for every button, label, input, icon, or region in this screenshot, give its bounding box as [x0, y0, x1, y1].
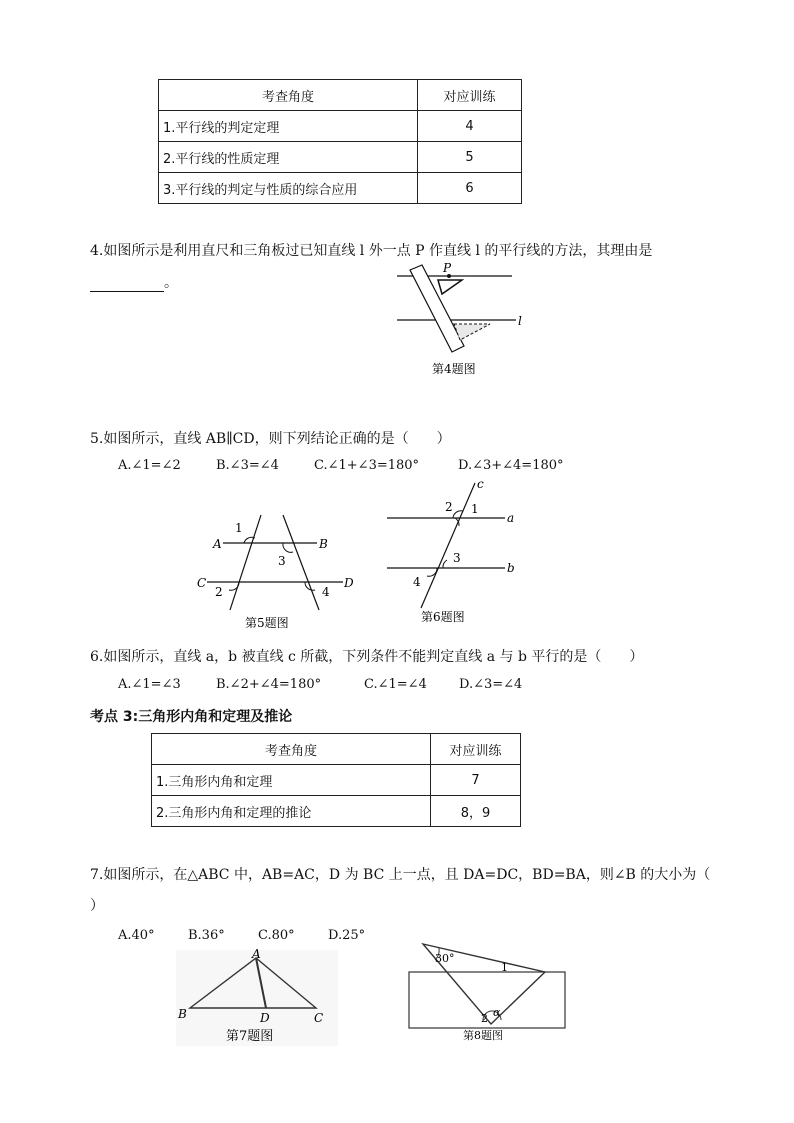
table-row — [159, 142, 522, 173]
table-header-cell: 对应训练 — [418, 80, 522, 111]
label-alpha: α — [493, 1006, 501, 1019]
label-a: a — [507, 511, 515, 525]
question-7 — [90, 864, 710, 884]
label-b: B — [319, 537, 328, 551]
option-c[interactable]: C.80° — [258, 928, 295, 943]
figure-caption: 第4题图 — [432, 362, 476, 376]
table-cell: 1.平行线的判定定理 — [159, 111, 418, 142]
label-angle-3: 3 — [453, 551, 461, 565]
question-4 — [90, 240, 652, 260]
figure-4 — [392, 262, 522, 380]
label-angle-4: 4 — [413, 575, 421, 589]
label-c: c — [477, 478, 484, 491]
label-angle-3: 3 — [278, 554, 286, 568]
question-text: 4.如图所示是利用直尺和三角板过已知直线 l 外一点 P 作直线 l 的平行线的方法，其理由是 — [90, 243, 653, 259]
option-a[interactable]: A.∠1=∠2 — [118, 458, 181, 473]
label-p: P — [443, 262, 452, 275]
table-row — [159, 173, 522, 204]
question-text: ） — [90, 898, 104, 914]
option-d[interactable]: D.25° — [328, 928, 366, 943]
option-d[interactable]: D.∠3+∠4=180° — [458, 458, 564, 473]
question-text: 7.如图所示，在△ABC 中，AB=AC，D 为 BC 上一点，且 DA=DC，BD=BA，则∠B 的大小为（ — [90, 867, 711, 883]
table-cell: 2.三角形内角和定理的推论 — [152, 796, 431, 827]
option-d[interactable]: D.∠3=∠4 — [459, 677, 523, 692]
table-cell: 6 — [418, 173, 522, 204]
table-row — [152, 796, 521, 827]
table-header-row — [159, 80, 522, 111]
label-b: B — [178, 1007, 187, 1021]
table-cell: 7 — [431, 765, 521, 796]
label-d: D — [344, 576, 354, 590]
label-angle-2: 2 — [481, 1012, 488, 1025]
table-cell: 1.三角形内角和定理 — [152, 765, 431, 796]
figure-6 — [383, 478, 523, 628]
label-30-degrees: 30° — [435, 952, 455, 965]
figure-caption: 第6题图 — [421, 610, 465, 624]
table-cell: 2.平行线的性质定理 — [159, 142, 418, 173]
figure-caption: 第5题图 — [245, 616, 289, 630]
question-4-answer-line — [90, 272, 178, 292]
label-angle-1: 1 — [501, 961, 508, 974]
table-header-cell: 考查角度 — [159, 80, 418, 111]
question-7-options — [118, 928, 365, 943]
table-angles-parallel — [158, 79, 522, 204]
figure-8 — [405, 938, 571, 1046]
table-angles-triangle — [151, 733, 521, 827]
question-6 — [90, 646, 643, 666]
label-b: b — [507, 561, 515, 575]
section-heading: 考点 3:三角形内角和定理及推论 — [90, 709, 293, 725]
question-text: 6.如图所示，直线 a，b 被直线 c 所截，下列条件不能判定直线 a 与 b 平行的是（ ） — [90, 649, 644, 665]
figure-7 — [172, 948, 342, 1048]
label-angle-2: 2 — [215, 585, 223, 599]
label-a: A — [252, 948, 261, 961]
table-cell: 5 — [418, 142, 522, 173]
punctuation: 。 — [164, 275, 178, 291]
option-c[interactable]: C.∠1+∠3=180° — [314, 458, 420, 473]
figure-caption: 第7题图 — [226, 1029, 274, 1044]
label-d: D — [260, 1011, 270, 1025]
question-text: 5.如图所示，直线 AB∥CD，则下列结论正确的是（ ） — [90, 431, 451, 447]
label-angle-2: 2 — [445, 500, 453, 514]
label-angle-1: 1 — [235, 521, 243, 535]
label-a: A — [213, 537, 222, 551]
table-row — [152, 765, 521, 796]
label-c: C — [314, 1011, 324, 1025]
question-5 — [90, 428, 451, 448]
table-cell: 8，9 — [431, 796, 521, 827]
option-a[interactable]: A.40° — [118, 928, 155, 943]
question-6-options — [118, 677, 522, 692]
figure-caption: 第8题图 — [463, 1029, 503, 1042]
table-cell: 3.平行线的判定与性质的综合应用 — [159, 173, 418, 204]
answer-blank[interactable] — [90, 277, 164, 292]
option-b[interactable]: B.36° — [188, 928, 225, 943]
table-row — [159, 111, 522, 142]
figure-5 — [195, 510, 365, 635]
question-7-cont — [90, 895, 104, 915]
label-l: l — [518, 314, 522, 328]
option-a[interactable]: A.∠1=∠3 — [118, 677, 181, 692]
table-header-cell: 考查角度 — [152, 734, 431, 765]
question-5-options — [118, 458, 564, 473]
label-c: C — [197, 576, 207, 590]
label-angle-4: 4 — [322, 585, 330, 599]
table-header-cell: 对应训练 — [431, 734, 521, 765]
option-c[interactable]: C.∠1=∠4 — [364, 677, 427, 692]
option-b[interactable]: B.∠3=∠4 — [216, 458, 279, 473]
table-header-row — [152, 734, 521, 765]
option-b[interactable]: B.∠2+∠4=180° — [216, 677, 322, 692]
table-cell: 4 — [418, 111, 522, 142]
label-angle-1: 1 — [471, 502, 479, 516]
